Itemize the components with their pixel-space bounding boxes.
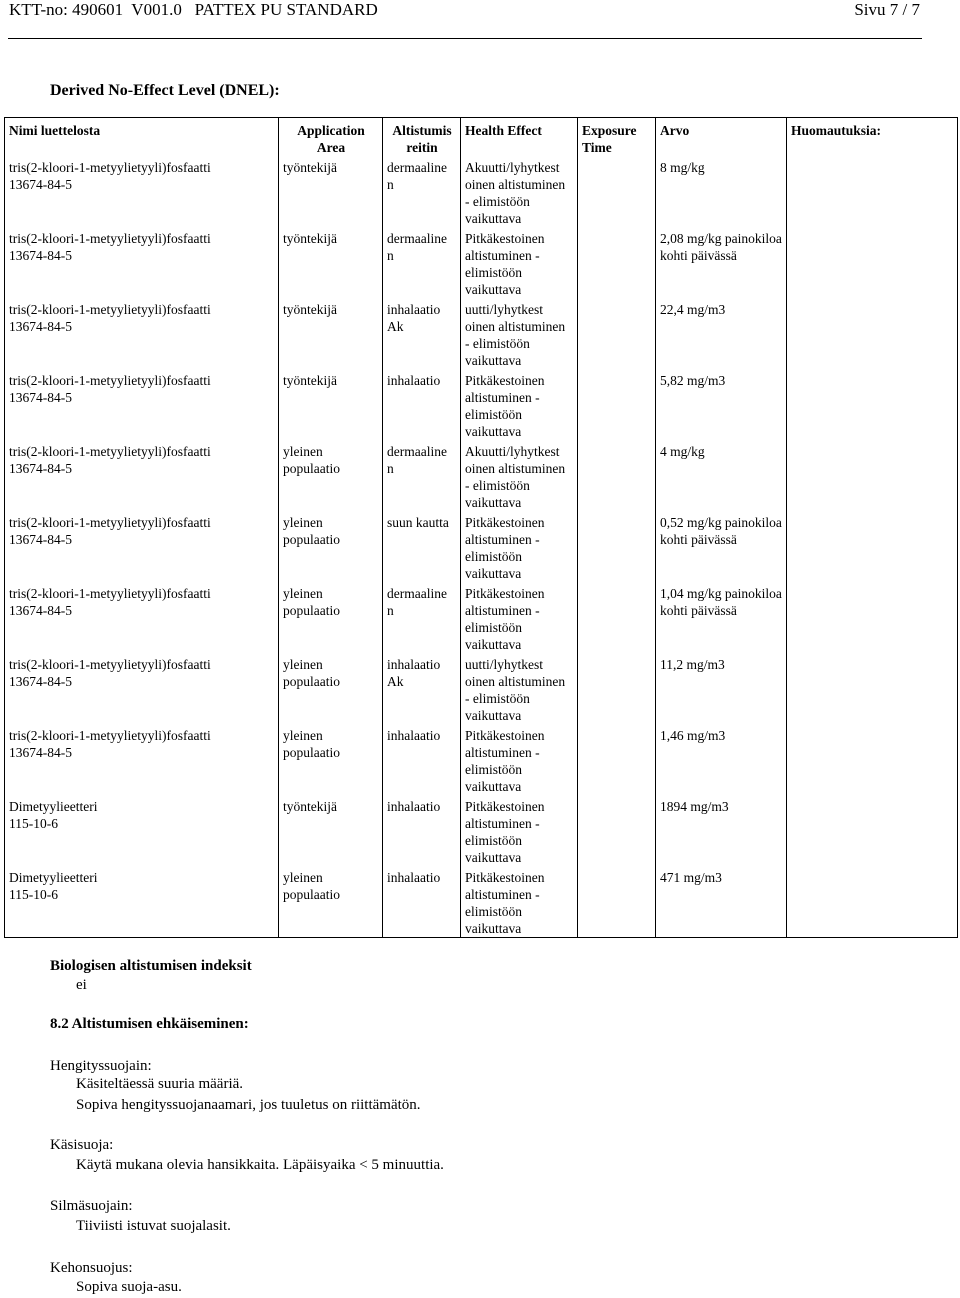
header-notes: Huomautuksia: (787, 118, 958, 157)
cell-notes (787, 440, 958, 511)
cell-name: tris(2-kloori-1-metyylietyyli)fosfaatti 13674-84-5 (5, 724, 279, 795)
cell-effect: Akuutti/lyhytkest oinen altistuminen - elimistöön vaikuttava (461, 440, 578, 511)
table-row (5, 227, 958, 298)
page-number: Sivu 7 / 7 (854, 0, 920, 19)
cell-name: tris(2-kloori-1-metyylietyyli)fosfaatti 13674-84-5 (5, 369, 279, 440)
cell-area: yleinen populaatio (279, 582, 383, 653)
cell-area: työntekijä (279, 795, 383, 866)
cell-notes (787, 795, 958, 866)
section-8-2-title: 8.2 Altistumisen ehkäiseminen: (50, 1016, 249, 1032)
cell-notes (787, 156, 958, 227)
cell-notes (787, 227, 958, 298)
cell-time (578, 795, 656, 866)
table-row (5, 795, 958, 866)
table-row (5, 298, 958, 369)
cell-effect: Pitkäkestoinen altistuminen - elimistöön vaikuttava (461, 724, 578, 795)
page-header (9, 0, 920, 20)
cell-area: työntekijä (279, 369, 383, 440)
cell-notes (787, 369, 958, 440)
cell-time (578, 369, 656, 440)
header-area: Application Area (279, 118, 383, 157)
cell-notes (787, 298, 958, 369)
cell-route: dermaaline n (383, 582, 461, 653)
cell-name: Dimetyylieetteri 115-10-6 (5, 866, 279, 938)
cell-time (578, 582, 656, 653)
cell-effect: Pitkäkestoinen altistuminen - elimistöön vaikuttava (461, 227, 578, 298)
cell-value: 5,82 mg/m3 (656, 369, 787, 440)
hand-label: Käsisuoja: (50, 1137, 114, 1153)
cell-notes (787, 724, 958, 795)
cell-route: inhalaatio Ak (383, 298, 461, 369)
header-divider (8, 38, 922, 39)
cell-name: Dimetyylieetteri 115-10-6 (5, 795, 279, 866)
cell-value: 471 mg/m3 (656, 866, 787, 938)
cell-area: yleinen populaatio (279, 440, 383, 511)
cell-time (578, 511, 656, 582)
dnel-table (4, 117, 958, 938)
eye-label: Silmäsuojain: (50, 1198, 133, 1214)
body-protection-line-1: Sopiva suoja-asu. (76, 1279, 182, 1295)
header-name: Nimi luettelosta (5, 118, 279, 157)
cell-value: 1,46 mg/m3 (656, 724, 787, 795)
cell-effect: Pitkäkestoinen altistuminen - elimistöön vaikuttava (461, 866, 578, 938)
eye-line-1: Tiiviisti istuvat suojalasit. (76, 1218, 231, 1234)
cell-area: yleinen populaatio (279, 653, 383, 724)
header-value: Arvo (656, 118, 787, 157)
document-id: KTT-no: 490601 V001.0 PATTEX PU STANDARD (9, 0, 378, 19)
cell-effect: Pitkäkestoinen altistuminen - elimistöön vaikuttava (461, 582, 578, 653)
cell-area: työntekijä (279, 227, 383, 298)
cell-effect: uutti/lyhytkest oinen altistuminen - elimistöön vaikuttava (461, 653, 578, 724)
cell-time (578, 227, 656, 298)
cell-time (578, 724, 656, 795)
cell-notes (787, 653, 958, 724)
body-protection-label: Kehonsuojus: (50, 1260, 133, 1276)
cell-name: tris(2-kloori-1-metyylietyyli)fosfaatti 13674-84-5 (5, 298, 279, 369)
bio-value: ei (76, 977, 87, 993)
cell-time (578, 156, 656, 227)
table-row (5, 440, 958, 511)
cell-area: yleinen populaatio (279, 724, 383, 795)
table-row (5, 369, 958, 440)
cell-notes (787, 511, 958, 582)
cell-notes (787, 866, 958, 938)
cell-value: 2,08 mg/kg painokiloa kohti päivässä (656, 227, 787, 298)
respiratory-line-1: Käsiteltäessä suuria määriä. (76, 1076, 244, 1092)
cell-time (578, 298, 656, 369)
cell-effect: Pitkäkestoinen altistuminen - elimistöön vaikuttava (461, 511, 578, 582)
cell-value: 0,52 mg/kg painokiloa kohti päivässä (656, 511, 787, 582)
cell-route: dermaaline n (383, 156, 461, 227)
cell-name: tris(2-kloori-1-metyylietyyli)fosfaatti 13674-84-5 (5, 582, 279, 653)
bio-title: Biologisen altistumisen indeksit (50, 958, 252, 974)
respiratory-line-2: Sopiva hengityssuojanaamari, jos tuuletus on riittämätön. (76, 1097, 421, 1113)
cell-route: inhalaatio (383, 724, 461, 795)
cell-route: dermaaline n (383, 227, 461, 298)
cell-name: tris(2-kloori-1-metyylietyyli)fosfaatti 13674-84-5 (5, 156, 279, 227)
cell-time (578, 866, 656, 938)
table-header-row (5, 118, 958, 157)
cell-effect: Akuutti/lyhytkest oinen altistuminen - elimistöön vaikuttava (461, 156, 578, 227)
cell-area: työntekijä (279, 298, 383, 369)
cell-route: inhalaatio Ak (383, 653, 461, 724)
cell-area: työntekijä (279, 156, 383, 227)
header-effect: Health Effect (461, 118, 578, 157)
cell-value: 8 mg/kg (656, 156, 787, 227)
cell-route: inhalaatio (383, 369, 461, 440)
table-row (5, 582, 958, 653)
cell-effect: Pitkäkestoinen altistuminen - elimistöön vaikuttava (461, 369, 578, 440)
hand-line-1: Käytä mukana olevia hansikkaita. Läpäisyaika < 5 minuuttia. (76, 1157, 444, 1173)
cell-effect: uutti/lyhytkest oinen altistuminen - elimistöön vaikuttava (461, 298, 578, 369)
cell-name: tris(2-kloori-1-metyylietyyli)fosfaatti 13674-84-5 (5, 653, 279, 724)
cell-name: tris(2-kloori-1-metyylietyyli)fosfaatti 13674-84-5 (5, 511, 279, 582)
table-row (5, 511, 958, 582)
cell-route: inhalaatio (383, 795, 461, 866)
cell-route: inhalaatio (383, 866, 461, 938)
cell-value: 22,4 mg/m3 (656, 298, 787, 369)
cell-value: 11,2 mg/m3 (656, 653, 787, 724)
cell-name: tris(2-kloori-1-metyylietyyli)fosfaatti 13674-84-5 (5, 440, 279, 511)
table-row (5, 653, 958, 724)
cell-notes (787, 582, 958, 653)
cell-route: dermaaline n (383, 440, 461, 511)
cell-value: 1,04 mg/kg painokiloa kohti päivässä (656, 582, 787, 653)
cell-route: suun kautta (383, 511, 461, 582)
cell-name: tris(2-kloori-1-metyylietyyli)fosfaatti 13674-84-5 (5, 227, 279, 298)
header-route: Altistumis reitin (383, 118, 461, 157)
header-time: Exposure Time (578, 118, 656, 157)
cell-area: yleinen populaatio (279, 866, 383, 938)
respiratory-label: Hengityssuojain: (50, 1058, 152, 1074)
cell-effect: Pitkäkestoinen altistuminen - elimistöön vaikuttava (461, 795, 578, 866)
table-row (5, 724, 958, 795)
cell-area: yleinen populaatio (279, 511, 383, 582)
cell-value: 1894 mg/m3 (656, 795, 787, 866)
cell-value: 4 mg/kg (656, 440, 787, 511)
cell-time (578, 440, 656, 511)
cell-time (578, 653, 656, 724)
table-row (5, 156, 958, 227)
table-row (5, 866, 958, 938)
dnel-title: Derived No-Effect Level (DNEL): (50, 82, 280, 99)
